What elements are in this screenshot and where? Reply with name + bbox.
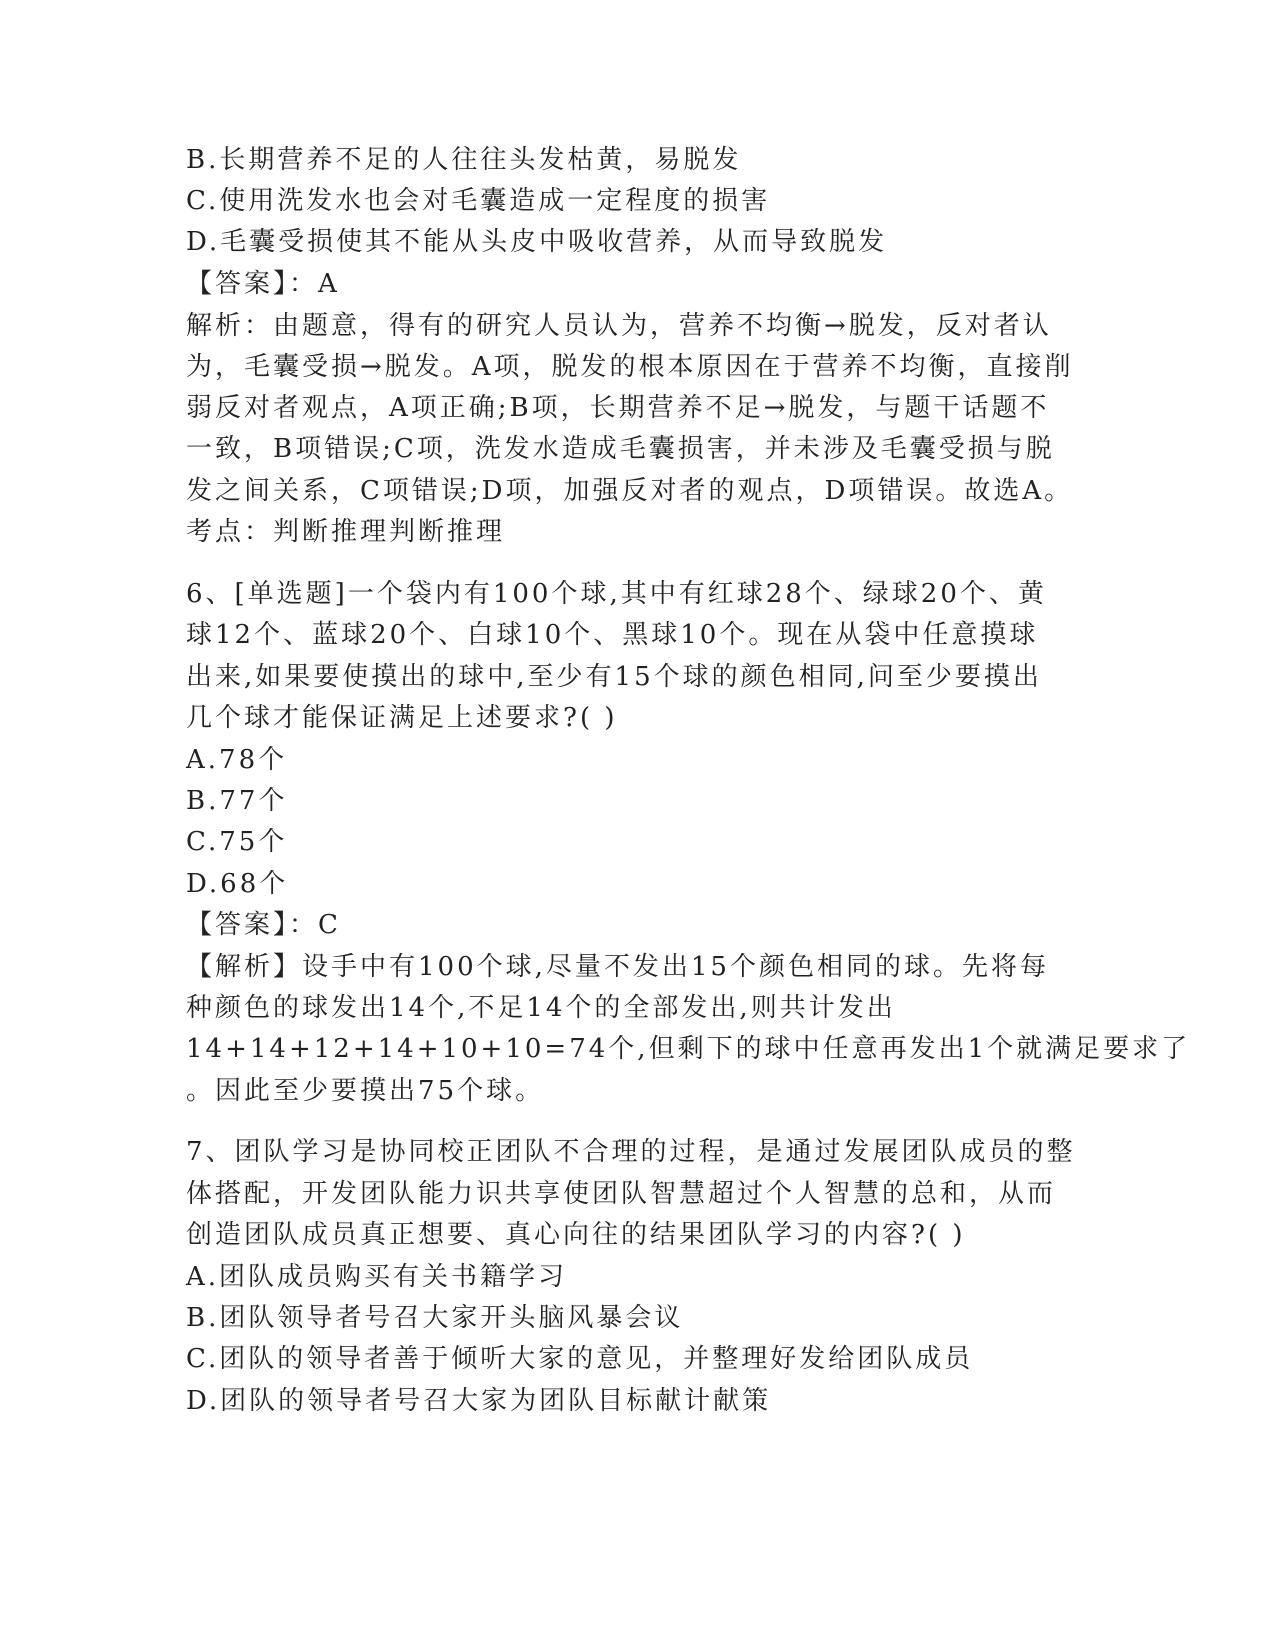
q6-stem-line: 6、[单选题]一个袋内有100个球,其中有红球28个、绿球20个、黄 xyxy=(186,579,1047,609)
q6-option-c: C.75个 xyxy=(186,827,288,857)
q7-option-a: A.团队成员购买有关书籍学习 xyxy=(186,1262,568,1292)
q5-analysis-line: 一致，B项错误;C项，洗发水造成毛囊损害，并未涉及毛囊受损与脱 xyxy=(186,434,1055,464)
q6-stem-line: 球12个、蓝球20个、白球10个、黑球10个。现在从袋中任意摸球 xyxy=(186,620,1039,650)
q6-option-b: B.77个 xyxy=(186,786,288,816)
q5-option-b: B.长期营养不足的人往往头发枯黄，易脱发 xyxy=(186,145,742,175)
q6-option-d: D.68个 xyxy=(186,869,289,899)
q6-stem-line: 几个球才能保证满足上述要求?( ) xyxy=(186,703,618,733)
q7-option-b: B.团队领导者号召大家开头脑风暴会议 xyxy=(186,1303,684,1333)
q6-analysis-line: 【解析】设手中有100个球,尽量不发出15个颜色相同的球。先将每 xyxy=(186,952,1049,982)
q5-analysis-line: 解析：由题意，得有的研究人员认为，营养不均衡→脱发，反对者认 xyxy=(186,311,1052,341)
q5-analysis-line: 发之间关系，C项错误;D项，加强反对者的观点，D项错误。故选A。 xyxy=(186,476,1074,506)
q7-option-c: C.团队的领导者善于倾听大家的意见，并整理好发给团队成员 xyxy=(186,1344,974,1374)
q6-analysis-line: 。因此至少要摸出75个球。 xyxy=(186,1076,545,1106)
q7-stem-line: 创造团队成员真正想要、真心向往的结果团队学习的内容?( ) xyxy=(186,1220,966,1250)
q6-analysis-line: 种颜色的球发出14个,不足14个的全部发出,则共计发出 xyxy=(186,993,896,1023)
q7-stem-line: 体搭配，开发团队能力识共享使团队智慧超过个人智慧的总和，从而 xyxy=(186,1179,1057,1209)
q6-answer: 【答案】：C xyxy=(186,910,341,940)
q5-analysis-line: 为，毛囊受损→脱发。A项，脱发的根本原因在于营养不均衡，直接削 xyxy=(186,352,1074,382)
q5-analysis-line: 弱反对者观点，A项正确;B项，长期营养不足→脱发，与题干话题不 xyxy=(186,393,1050,423)
q7-stem-line: 7、团队学习是协同校正团队不合理的过程，是通过发展团队成员的整 xyxy=(186,1137,1076,1167)
q6-analysis-line: 14+14+12+14+10+10=74个,但剩下的球中任意再发出1个就满足要求了 xyxy=(186,1034,1191,1064)
q6-option-a: A.78个 xyxy=(186,745,288,775)
q5-kaodian: 考点：判断推理判断推理 xyxy=(186,517,506,547)
q5-option-c: C.使用洗发水也会对毛囊造成一定程度的损害 xyxy=(186,186,771,216)
q5-option-d: D.毛囊受损使其不能从头皮中吸收营养，从而导致脱发 xyxy=(186,227,888,257)
q5-answer: 【答案】：A xyxy=(186,269,340,299)
q6-stem-line: 出来,如果要使摸出的球中,至少有15个球的颜色相同,问至少要摸出 xyxy=(186,662,1042,692)
q7-option-d: D.团队的领导者号召大家为团队目标献计献策 xyxy=(186,1386,772,1416)
